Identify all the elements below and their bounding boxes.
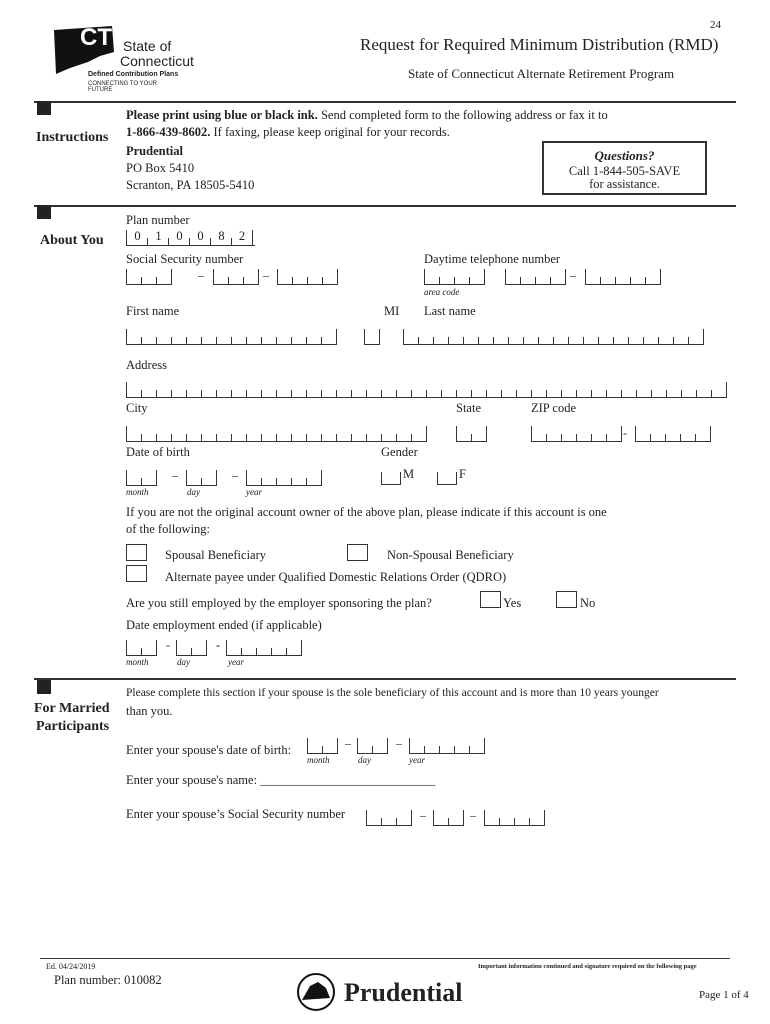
instructions-text2: If faxing, please keep original for your records. — [210, 125, 450, 139]
dob-day-field[interactable] — [186, 470, 217, 486]
phone-prefix-field[interactable] — [505, 269, 566, 285]
page-subtitle: State of Connecticut Alternate Retirement Program — [408, 66, 675, 81]
employment-ended-month-field[interactable] — [126, 640, 157, 656]
ssn-label: Social Security number — [126, 252, 244, 266]
spouse-dob-label: Enter your spouse's date of birth: — [126, 743, 292, 757]
plan-number-label: Plan number — [126, 213, 190, 227]
logo-line1: State of — [123, 38, 172, 54]
divider — [34, 205, 736, 207]
dash: – — [263, 268, 269, 282]
state-label: State — [456, 401, 481, 415]
page-title: Request for Required Minimum Distribution (RMD) — [360, 35, 719, 54]
owner-question-line1: If you are not the original account owner of the above plan, please indicate if this account is one — [126, 505, 607, 519]
dash: - — [216, 638, 220, 652]
employment-ended-year-field[interactable] — [226, 640, 302, 656]
section-marker — [37, 205, 51, 219]
footer-divider — [40, 958, 730, 959]
plan-number-field[interactable] — [126, 230, 255, 246]
edition: Ed. 04/24/2019 — [46, 962, 96, 971]
instructions-bold-lead: Please print using blue or black ink. — [126, 108, 318, 122]
address-field[interactable] — [126, 382, 727, 398]
dob-month-field[interactable] — [126, 470, 157, 486]
dash: – — [570, 268, 576, 282]
ct-logo — [50, 22, 194, 93]
spousal-beneficiary-checkbox[interactable] — [126, 544, 147, 561]
address-label: Address — [126, 358, 167, 372]
spouse-ssn-part1[interactable] — [366, 810, 412, 826]
zip-field[interactable] — [531, 426, 622, 442]
dash: – — [420, 808, 426, 822]
spouse-ssn-part3[interactable] — [484, 810, 545, 826]
prudential-brand: Prudential — [344, 978, 463, 1007]
dash: – — [198, 268, 204, 282]
employed-question: Are you still employed by the employer sponsoring the plan? — [126, 596, 432, 610]
year-caption: year — [409, 755, 425, 765]
instructions-text1: Send completed form to the following address or fax it to — [317, 108, 608, 122]
gender-male-checkbox[interactable] — [381, 472, 401, 485]
married-text-line2: than you. — [126, 704, 173, 718]
employed-no-label: No — [580, 596, 596, 610]
gender-label: Gender — [381, 445, 418, 459]
plan-digit: 2 — [232, 230, 253, 245]
fax-number: 1-866-439-8602. — [126, 125, 211, 139]
married-text-line1: Please complete this section if your spouse is the sole beneficiary of this account and is more than 10 years younger — [126, 687, 659, 699]
employment-ended-day-field[interactable] — [176, 640, 207, 656]
spousal-beneficiary-label: Spousal Beneficiary — [165, 548, 267, 562]
married-heading-line2: Participants — [36, 719, 110, 734]
day-caption: day — [358, 755, 371, 765]
about-heading: About You — [40, 233, 104, 248]
questions-line2: for assistance. — [589, 177, 660, 191]
ssn-field-part3[interactable] — [277, 269, 338, 285]
rock-of-gibraltar-icon — [296, 972, 336, 1012]
spouse-dob-year-field[interactable] — [409, 738, 485, 754]
first-name-label: First name — [126, 304, 180, 318]
plan-digit: 1 — [148, 230, 169, 245]
month-caption: month — [126, 487, 149, 497]
ssn-field-part1[interactable] — [126, 269, 172, 285]
section-marker — [37, 680, 51, 694]
year-caption: year — [228, 657, 244, 667]
zip-label: ZIP code — [531, 401, 577, 415]
questions-box — [542, 141, 707, 195]
page-number-top: 24 — [710, 19, 721, 31]
dob-label: Date of birth — [126, 445, 190, 459]
questions-line1: Call 1-844-505-SAVE — [568, 164, 681, 178]
last-name-label: Last name — [424, 304, 476, 318]
city-label: City — [126, 401, 148, 415]
footer-plan-number: Plan number: 010082 — [54, 973, 162, 987]
employed-yes-checkbox[interactable] — [480, 591, 501, 608]
spouse-ssn-label: Enter your spouse’s Social Security number — [126, 807, 346, 821]
plan-digit: 0 — [190, 230, 211, 245]
month-caption: month — [126, 657, 149, 667]
city-field[interactable] — [126, 426, 427, 442]
day-caption: day — [187, 487, 200, 497]
divider — [34, 678, 736, 680]
divider — [34, 101, 736, 103]
logo-ct: CT — [80, 24, 112, 51]
plan-digit: 0 — [169, 230, 190, 245]
footer-important: Important information continued and signature required on the following page — [478, 963, 697, 970]
dash: - — [623, 426, 627, 440]
area-code-caption: area code — [424, 287, 460, 297]
ssn-field-part2[interactable] — [213, 269, 259, 285]
dash: - — [166, 638, 170, 652]
dob-year-field[interactable] — [246, 470, 322, 486]
day-caption: day — [177, 657, 190, 667]
plan-digit: 0 — [127, 230, 148, 245]
spouse-ssn-part2[interactable] — [433, 810, 464, 826]
section-marker — [37, 101, 51, 115]
address-line2: Scranton, PA 18505-5410 — [126, 178, 255, 192]
plan-digit: 8 — [211, 230, 232, 245]
phone-line-field[interactable] — [585, 269, 661, 285]
employed-yes-label: Yes — [503, 596, 522, 610]
zip-plus4-field[interactable] — [635, 426, 711, 442]
employed-no-checkbox[interactable] — [556, 591, 577, 608]
married-heading-line1: For Married — [34, 701, 110, 716]
company-name: Prudential — [126, 144, 183, 158]
nonspousal-beneficiary-checkbox[interactable] — [347, 544, 368, 561]
first-name-field[interactable] — [126, 329, 337, 345]
instructions-heading: Instructions — [36, 130, 109, 145]
dash: – — [396, 736, 402, 750]
page-indicator: Page 1 of 4 — [699, 989, 749, 1001]
logo-line3: Defined Contribution Plans — [88, 71, 179, 78]
dash: – — [232, 468, 238, 482]
qdro-checkbox[interactable] — [126, 565, 147, 582]
address-line1: PO Box 5410 — [126, 161, 195, 175]
logo-line2: Connecticut — [120, 53, 194, 69]
phone-label: Daytime telephone number — [424, 252, 561, 266]
spouse-dob-day-field[interactable] — [357, 738, 388, 754]
owner-question-line2: of the following: — [126, 522, 211, 536]
year-caption: year — [246, 487, 262, 497]
last-name-field[interactable] — [403, 329, 704, 345]
spouse-dob-month-field[interactable] — [307, 738, 338, 754]
gender-male-label: M — [403, 467, 415, 481]
prudential-logo — [296, 972, 476, 1012]
qdro-label: Alternate payee under Qualified Domestic Relations Order (QDRO) — [165, 570, 507, 584]
nonspousal-beneficiary-label: Non-Spousal Beneficiary — [387, 548, 514, 562]
gender-female-checkbox[interactable] — [437, 472, 457, 485]
mi-label: MI — [384, 304, 400, 318]
dash: – — [172, 468, 178, 482]
month-caption: month — [307, 755, 330, 765]
mi-field[interactable] — [364, 329, 380, 345]
gender-female-label: F — [459, 467, 466, 481]
instructions-text — [126, 107, 728, 141]
phone-area-code-field[interactable] — [424, 269, 485, 285]
spouse-name-field[interactable]: Enter your spouse's name: ____________________________ — [126, 773, 436, 787]
state-field[interactable] — [456, 426, 487, 442]
employment-ended-label: Date employment ended (if applicable) — [126, 618, 322, 632]
dash: – — [345, 736, 351, 750]
questions-title: Questions? — [594, 148, 655, 163]
dash: – — [470, 808, 476, 822]
logo-line4: CONNECTING TO YOUR FUTURE — [88, 81, 158, 93]
